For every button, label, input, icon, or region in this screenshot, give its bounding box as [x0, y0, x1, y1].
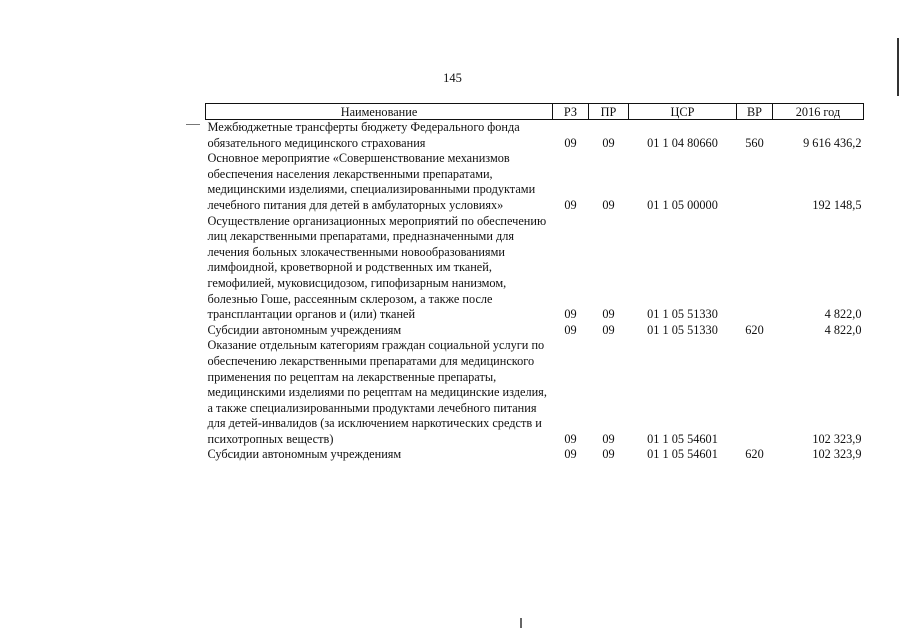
row-rz: 09 — [564, 135, 577, 150]
row-vr: 560 — [745, 135, 764, 150]
row-rz: 09 — [564, 431, 577, 446]
header-vr: ВР — [737, 104, 773, 120]
row-csr: 01 1 04 80660 — [647, 135, 718, 150]
table-row — [206, 120, 864, 152]
row-name: Межбюджетные трансферты бюджету Федерального фонда обязательного медицинского страхования — [207, 120, 520, 150]
table-body — [206, 120, 864, 464]
header-rz: РЗ — [553, 104, 589, 120]
row-pr: 09 — [602, 135, 615, 150]
header-csr: ЦСР — [629, 104, 737, 120]
header-pr: ПР — [589, 104, 629, 120]
row-vr: 620 — [745, 322, 764, 337]
row-rz: 09 — [564, 447, 577, 462]
row-csr: 01 1 05 00000 — [647, 197, 718, 212]
row-rz: 09 — [564, 197, 577, 212]
row-pr: 09 — [602, 431, 615, 446]
row-name: Оказание отдельным категориям граждан социальной услуги по обеспечению лекарственными препаратами для медицинского применения по рецептам на лекарственные препараты, медицинскими изделиями по рецептам на медицинские изделия, а также специализированными продуктами лечебного питания для детей-инвалидов (за исключением наркотических средств и психотропных веществ) — [207, 338, 547, 446]
table-row — [206, 338, 864, 447]
header-amount: 2016 год — [773, 104, 864, 120]
row-name: Субсидии автономным учреждениям — [207, 322, 402, 337]
budget-table — [205, 103, 864, 463]
scan-edge-mark — [897, 38, 899, 96]
row-pr: 09 — [602, 322, 615, 337]
table-row — [206, 151, 864, 213]
row-vr — [737, 214, 773, 323]
row-csr: 01 1 05 51330 — [647, 322, 718, 337]
row-vr — [737, 338, 773, 447]
row-vr: 620 — [745, 447, 764, 462]
table-row — [206, 214, 864, 323]
header-name: Наименование — [206, 104, 553, 120]
table-header — [206, 104, 864, 120]
table-row — [206, 447, 864, 463]
row-amount: 9 616 436,2 — [803, 135, 862, 150]
scan-edge-mark — [186, 124, 200, 125]
row-csr: 01 1 05 51330 — [647, 307, 718, 322]
row-amount: 192 148,5 — [812, 197, 862, 212]
row-name: Основное мероприятие «Совершенствование механизмов обеспечения населения лекарственными препаратами, медицинскими изделиями, специализированными продуктами лечебного питания для детей в амбулаторных условиях» — [207, 151, 536, 212]
row-amount: 102 323,9 — [812, 431, 862, 446]
row-rz: 09 — [564, 307, 577, 322]
row-name: Субсидии автономным учреждениям — [207, 447, 402, 462]
scan-edge-mark — [520, 618, 522, 628]
row-pr: 09 — [602, 447, 615, 462]
row-rz: 09 — [564, 322, 577, 337]
row-vr — [737, 151, 773, 213]
table-row — [206, 323, 864, 339]
row-pr: 09 — [602, 197, 615, 212]
row-amount: 4 822,0 — [824, 322, 862, 337]
page-number: 145 — [443, 71, 462, 85]
row-amount: 4 822,0 — [824, 307, 862, 322]
row-pr: 09 — [602, 307, 615, 322]
row-amount: 102 323,9 — [812, 447, 862, 462]
header-row — [206, 104, 864, 120]
row-csr: 01 1 05 54601 — [647, 447, 718, 462]
row-csr: 01 1 05 54601 — [647, 431, 718, 446]
row-name: Осуществление организационных мероприятий по обеспечению лиц лекарственными препаратами, предназначенными для лечения больных злокачественными новообразованиями лимфоидной, кроветворной и родственных им тканей, гемофилией, муковисцидозом, гипофизарным нанизмом, болезнью Гоше, рассеянным склерозом, а также после трансплантации органов и (или) тканей — [207, 213, 547, 322]
